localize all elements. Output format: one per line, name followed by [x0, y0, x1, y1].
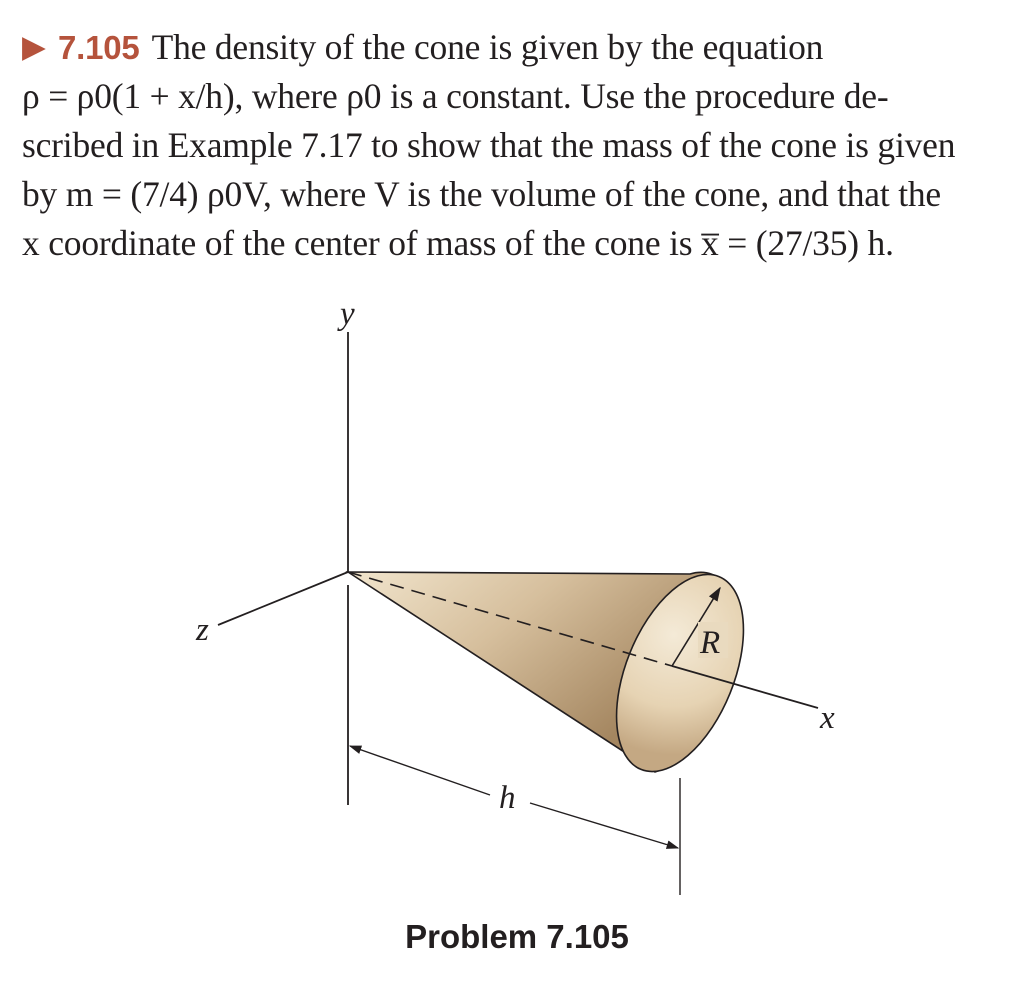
problem-number: 7.105 [58, 29, 140, 66]
problem-line-1 [22, 22, 1012, 72]
problem-text-line: by m = (7/4) ρ0V, where V is the volume of the cone, and that the [22, 174, 941, 214]
radius-label: R [700, 625, 721, 661]
height-label: h [499, 780, 516, 816]
z-axis [218, 572, 348, 625]
problem-text-line: The density of the cone is given by the equation [151, 27, 824, 67]
h-dimension-left [350, 746, 490, 795]
problem-marker-icon: ▶ [22, 29, 46, 64]
z-axis-label: z [196, 612, 209, 648]
cone-figure [0, 290, 1024, 910]
problem-text-line: ρ = ρ0(1 + x/h), where ρ0 is a constant. Use the procedure de- [22, 76, 889, 116]
problem-statement [22, 22, 1012, 268]
figure-caption: Problem 7.105 [405, 918, 629, 955]
problem-text-line: scribed in Example 7.17 to show that the mass of the cone is given [22, 125, 956, 165]
problem-text-line: x coordinate of the center of mass of the cone is x̅ = (27/35) h. [22, 223, 894, 263]
h-dimension-right [530, 803, 678, 848]
y-axis-label: y [340, 296, 355, 332]
x-axis-label: x [820, 700, 835, 736]
